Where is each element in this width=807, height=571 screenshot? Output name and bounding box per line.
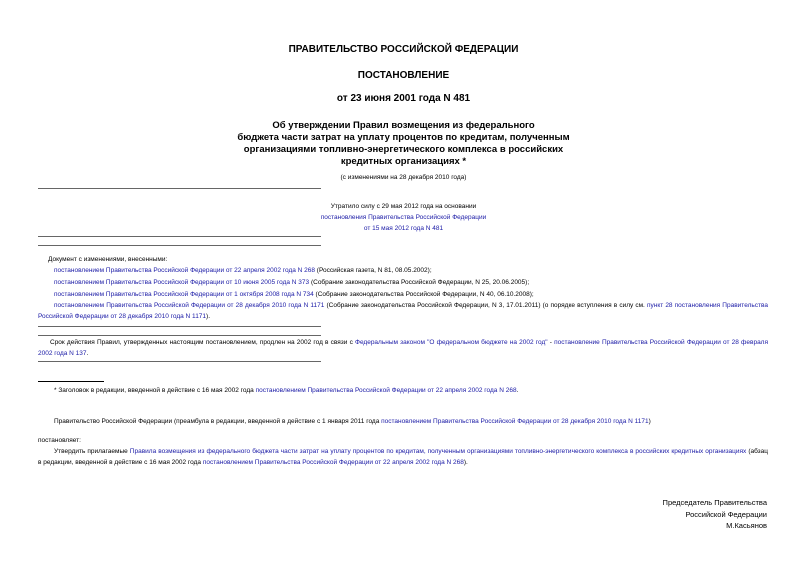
title-line: Об утверждении Правил возмещения из федерального [272,120,535,131]
title-line: бюджета части затрат на уплату процентов по кредитам, полученным [237,132,570,143]
amendment-source: (Российская газета, N 81, 08.05.2002); [315,267,432,274]
amendment-item [54,266,768,277]
rules-link[interactable]: Правила возмещения из федерального бюджета части затрат на уплату процентов по кредитам, полученным организациями топливно-энергетического комплекса в российских кредитных организациях [129,448,747,455]
footnote-link[interactable]: постановлением Правительства Российской Федерации от 22 апреля 2002 года N 268 [255,387,517,394]
term-decree-link[interactable]: постановление Правительства Российской Федерации от 28 февраля 2002 года N 137 [38,339,768,357]
divider [38,236,321,237]
amendment-item: постановлением Правительства Российской Федерации от 28 декабря 2010 года N 1171 (Собрание законодательства Российской Федерации, N 3, 17.01.2011) (о порядке вступления в силу см. пункт 28 постановления Правительства Российской Федерации от 28 декабря 2010 года N 1171). [38,302,768,320]
preamble-link[interactable]: постановлением Правительства Российской Федерации от 28 декабря 2010 года N 1171 [381,418,649,425]
doc-type-heading: ПОСТАНОВЛЕНИЕ [357,70,450,81]
expired-text: Утратило силу с 29 мая 2012 года на основании [330,203,477,210]
amendment-item [54,278,768,289]
expired-link-1[interactable]: постановления Правительства Российской Федерации [320,214,487,221]
approve-paragraph: Утвердить прилагаемые Правила возмещения из федерального бюджета части затрат на уплату процентов по кредитам, полученным организациями топливно-энергетического комплекса в российских кредитных организациях (абзац в редакции, введенной в действие с 16 мая 2002 года постановлением Правительства Российской Федерации от 22 апреля 2002 года N 268). [38,448,768,466]
approve-decree-link[interactable]: постановлением Правительства Российской Федерации от 22 апреля 2002 года N 268 [202,458,464,466]
document-title [0,120,807,168]
amended-intro: Документ с изменениями, внесенными: [48,256,168,263]
divider [38,188,321,189]
amendment-link[interactable]: постановлением Правительства Российской Федерации от 22 апреля 2002 года N 268 [54,267,315,274]
amendment-item [54,290,768,301]
divider [38,335,321,336]
amendment-source: (Собрание законодательства Российской Федерации, N 40, 06.10.2008); [313,291,534,298]
preamble: Правительство Российской Федерации (преамбула в редакции, введенной в действие с 1 января 2011 года постановлением Правительства Российской Федерации от 28 декабря 2010 года N 1171) [54,418,651,425]
footnote-separator [38,381,104,382]
signature-country: Российской Федерации [685,509,767,519]
expired-link-2[interactable]: от 15 мая 2012 года N 481 [363,225,444,232]
amendment-link[interactable]: постановлением Правительства Российской Федерации от 10 июня 2005 года N 373 [54,279,310,286]
decree-word: постановляет: [38,437,81,444]
footnote: * Заголовок в редакции, введенной в действие с 16 мая 2002 года постановлением Правительства Российской Федерации от 22 апреля 2002 года N 268. [54,387,519,394]
signature-block [663,497,767,532]
amendment-link[interactable]: постановлением Правительства Российской Федерации от 28 декабря 2010 года N 1171 [54,302,325,309]
divider [38,326,321,327]
amendment-link[interactable]: постановлением Правительства Российской Федерации от 1 октября 2008 года N 734 [54,291,314,298]
expired-note [0,201,807,234]
title-line: кредитных организациях * [340,156,467,167]
signature-position: Председатель Правительства [662,498,767,507]
divider [38,361,321,362]
amendment-effect-link[interactable]: пункт 28 постановления Правительства Российской Федерации от 28 декабря 2010 года N 1171 [38,302,768,320]
amendment-source: (Собрание законодательства Российской Федерации, N 25, 20.06.2005); [309,279,530,286]
signature-name: М.Касьянов [726,521,767,530]
government-heading: ПРАВИТЕЛЬСТВО РОССИЙСКОЙ ФЕДЕРАЦИИ [288,44,519,55]
divider [38,245,321,246]
title-line: организациями топливно-энергетического комплекса в российских [243,144,564,155]
changes-note: (с изменениями на 28 декабря 2010 года) [340,174,467,181]
budget-law-link[interactable]: Федеральным законом "О федеральном бюджете на 2002 год" [355,339,548,346]
amendment-source: (Собрание законодательства Российской Федерации, N 3, 17.01.2011) (о порядке вступления в силу см. [324,302,647,309]
date-number-heading: от 23 июня 2001 года N 481 [336,93,471,104]
term-paragraph: Срок действия Правил, утвержденных настоящим постановлением, продлен на 2002 год в связи с Федеральным законом "О федеральном бюджете на 2002 год" - постановление Правительства Российской Федерации от 28 февраля 2002 года N 137. [38,339,768,357]
